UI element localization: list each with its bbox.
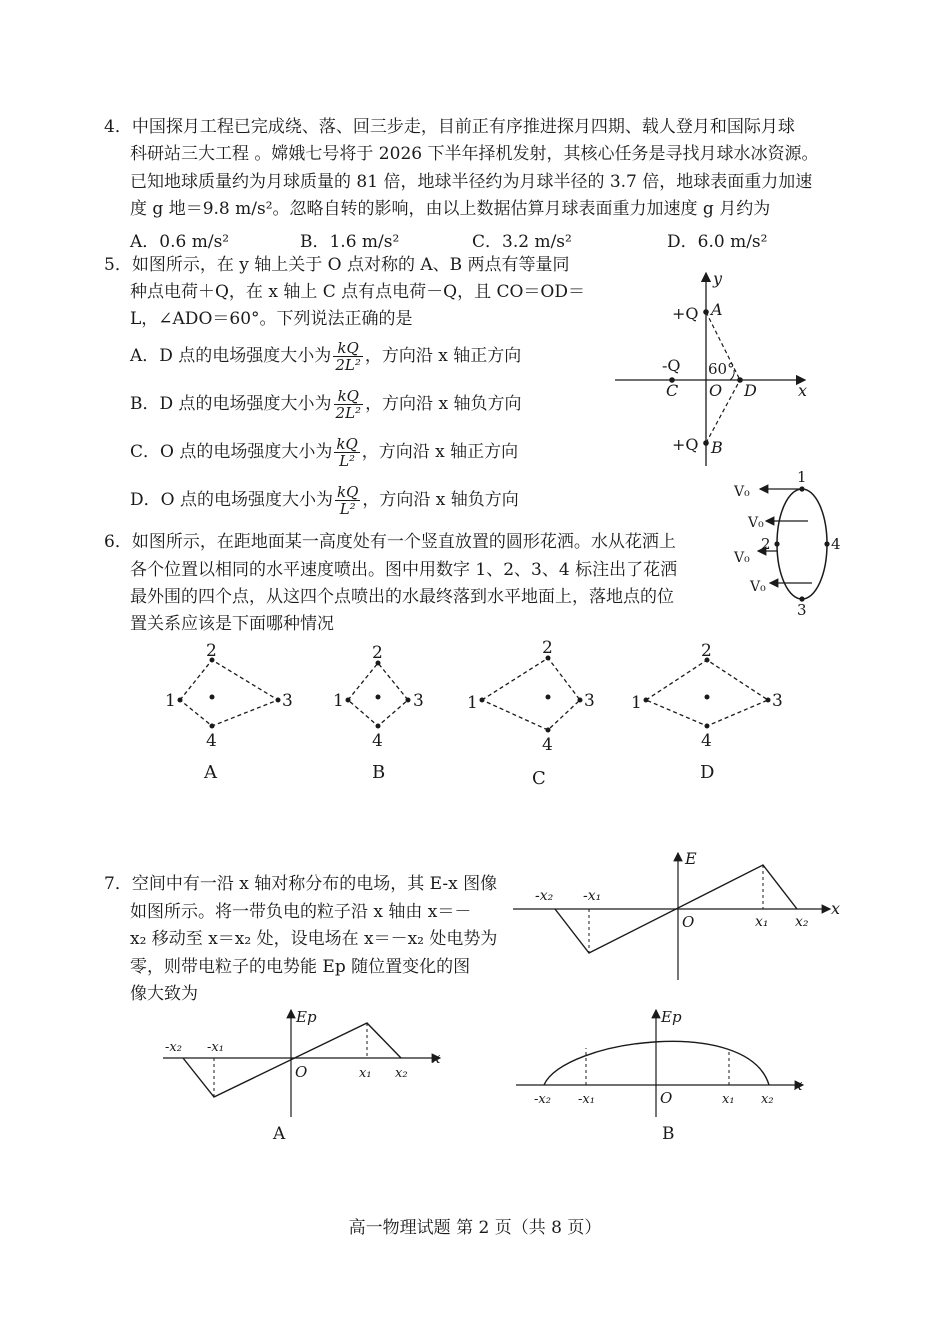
e-axis-label: E xyxy=(685,849,697,868)
shower-figure xyxy=(728,465,858,623)
e-x-origin: O xyxy=(682,913,695,931)
svg-text:-x₁: -x₁ xyxy=(583,888,602,904)
svg-text:-x₂: -x₂ xyxy=(534,1092,551,1107)
svg-text:3: 3 xyxy=(282,691,293,711)
v0-label-2: V₀ xyxy=(748,515,764,531)
svg-text:3: 3 xyxy=(772,691,783,711)
v0-label-3: V₀ xyxy=(734,550,750,566)
shower-label-4: 4 xyxy=(831,535,841,553)
svg-text:4: 4 xyxy=(372,731,383,751)
svg-text:-x₁: -x₁ xyxy=(207,1040,224,1055)
q5-charge-figure xyxy=(610,268,815,468)
svg-text:x: x xyxy=(432,1049,441,1067)
svg-text:-x₁: -x₁ xyxy=(578,1092,595,1107)
q6-choice-b: B xyxy=(372,762,386,783)
ep-graph-b xyxy=(508,1005,808,1145)
q7-line-4: 零，则带电粒子的电势能 Ep 随位置变化的图 xyxy=(130,957,471,977)
shower-label-1: 1 xyxy=(797,468,807,486)
svg-text:x₁: x₁ xyxy=(755,914,769,930)
q6-options-figure xyxy=(150,638,800,788)
q6-choice-d: D xyxy=(700,762,715,783)
svg-text:3: 3 xyxy=(413,691,424,711)
q6-diagram-b xyxy=(333,643,424,783)
svg-text:x₂: x₂ xyxy=(761,1092,774,1107)
svg-text:2: 2 xyxy=(206,641,217,661)
svg-text:O: O xyxy=(660,1089,673,1107)
shower-point-2 xyxy=(774,541,779,546)
svg-text:x₂: x₂ xyxy=(395,1066,408,1081)
shower-label-3: 3 xyxy=(797,601,807,619)
q7-line-3: x₂ 移动至 x＝x₂ 处，设电场在 x＝－x₂ 处电势为 xyxy=(130,929,498,949)
svg-text:-x₂: -x₂ xyxy=(535,888,554,904)
e-x-x-label: x xyxy=(831,899,841,918)
q4-option-a: A．0.6 m/s² xyxy=(130,232,230,252)
svg-text:3: 3 xyxy=(584,691,595,711)
q4-option-b: B．1.6 m/s² xyxy=(300,232,400,252)
q5-option-b: B．D 点的电场强度大小为 $\frac{kQ}{\text{2L²}}$ ，方向沿 x 轴负方向 xyxy=(130,387,522,422)
q7-line-5: 像大致为 xyxy=(130,984,198,1004)
svg-text:1: 1 xyxy=(631,693,642,713)
svg-text:4: 4 xyxy=(701,731,712,751)
page-footer: 高一物理试题 第 2 页（共 8 页） xyxy=(348,1218,602,1238)
svg-text:x₂: x₂ xyxy=(795,914,809,930)
q7-choice-a: A xyxy=(273,1124,286,1144)
svg-text:2: 2 xyxy=(701,641,712,661)
q5-option-d: D．O 点的电场强度大小为 $\frac{kQ}{\text{L²}}$ ，方向沿 x 轴负方向 xyxy=(130,483,519,518)
v0-label-1: V₀ xyxy=(734,484,750,500)
q5-line-1: 5．如图所示，在 y 轴上关于 O 点对称的 A、B 两点有等量同 xyxy=(104,255,570,275)
svg-text:Ep: Ep xyxy=(661,1008,682,1026)
point-b-label: B xyxy=(711,438,723,457)
q6-line-3: 最外围的四个点，从这四个点喷出的水最终落到水平地面上，落地点的位 xyxy=(130,587,674,607)
v0-label-4: V₀ xyxy=(750,579,766,595)
q4-option-c: C．3.2 m/s² xyxy=(472,232,572,252)
q6-diagram-c xyxy=(467,638,595,788)
charge-a-label: +Q xyxy=(672,304,699,323)
svg-text:2: 2 xyxy=(372,643,383,663)
svg-text:4: 4 xyxy=(542,735,553,755)
shower-point-4 xyxy=(824,541,829,546)
svg-text:x: x xyxy=(794,1076,803,1094)
point-a-label: A xyxy=(711,300,723,319)
q7-choice-b: B xyxy=(662,1124,675,1144)
y-axis-label: y xyxy=(713,269,723,288)
charge-b-label: +Q xyxy=(672,435,699,454)
svg-text:1: 1 xyxy=(165,691,176,711)
point-d-label: D xyxy=(744,381,757,400)
svg-text:1: 1 xyxy=(333,691,344,711)
point-c-label: C xyxy=(666,381,679,400)
svg-text:1: 1 xyxy=(467,693,478,713)
svg-text:x₁: x₁ xyxy=(722,1092,735,1107)
point-b xyxy=(703,440,709,446)
angle-label: 60° xyxy=(708,360,735,378)
q5-line-2: 种点电荷＋Q，在 x 轴上 C 点有点电荷－Q，且 CO＝OD＝ xyxy=(130,282,585,302)
x-axis-label: x xyxy=(798,381,808,400)
charge-c-label: -Q xyxy=(662,356,681,375)
q4-option-d: D．6.0 m/s² xyxy=(667,232,768,252)
origin-label: O xyxy=(709,381,723,400)
shower-label-2: 2 xyxy=(761,535,771,553)
ep-graph-a xyxy=(155,1005,450,1145)
q7-line-1: 7．空间中有一沿 x 轴对称分布的电场，其 E-x 图像 xyxy=(104,874,498,894)
point-d xyxy=(737,377,743,383)
e-x-graph xyxy=(505,848,850,984)
ep-curve-a xyxy=(183,1023,401,1097)
q6-line-4: 置关系应该是下面哪种情况 xyxy=(130,614,334,634)
q6-diagram-d xyxy=(631,641,783,783)
q6-line-1: 6．如图所示，在距地面某一高度处有一个竖直放置的圆形花洒。水从花洒上 xyxy=(104,532,676,552)
q6-line-2: 各个位置以相同的水平速度喷出。图中用数字 1、2、3、4 标注出了花洒 xyxy=(130,560,678,580)
q4-line-1: 4．中国探月工程已完成绕、落、回三步走，目前正有序推进探月四期、载人登月和国际月球 xyxy=(104,117,795,137)
q6-choice-a: A xyxy=(204,762,217,783)
q6-diagram-a xyxy=(165,641,293,783)
q4-line-4: 度 g 地＝9.8 m/s²。忽略自转的影响，由以上数据估算月球表面重力加速度 g 月约为 xyxy=(130,199,771,219)
q6-choice-c: C xyxy=(532,768,546,788)
svg-text:Ep: Ep xyxy=(296,1008,317,1026)
svg-text:2: 2 xyxy=(542,638,553,658)
svg-text:O: O xyxy=(295,1063,308,1081)
q7-line-2: 如图所示。将一带负电的粒子沿 x 轴由 x＝－ xyxy=(130,902,472,922)
q5-option-c: C．O 点的电场强度大小为 $\frac{kQ}{\text{L²}}$ ，方向沿 x 轴正方向 xyxy=(130,435,519,470)
svg-text:4: 4 xyxy=(206,731,217,751)
svg-text:-x₂: -x₂ xyxy=(165,1040,182,1055)
q4-line-3: 已知地球质量约为月球质量的 81 倍，地球半径约为月球半径的 3.7 倍，地球表面重力加速 xyxy=(130,172,813,192)
point-a xyxy=(703,309,709,315)
q4-line-2: 科研站三大工程 。嫦娥七号将于 2026 下半年择机发射，其核心任务是寻找月球水冰资源。 xyxy=(130,144,819,164)
q5-line-3: L，∠ADO＝60°。下列说法正确的是 xyxy=(130,309,413,329)
svg-text:x₁: x₁ xyxy=(359,1066,372,1081)
q5-option-a: A．D 点的电场强度大小为 $\frac{kQ}{\text{2L²}}$ ，方向沿 x 轴正方向 xyxy=(130,339,522,374)
